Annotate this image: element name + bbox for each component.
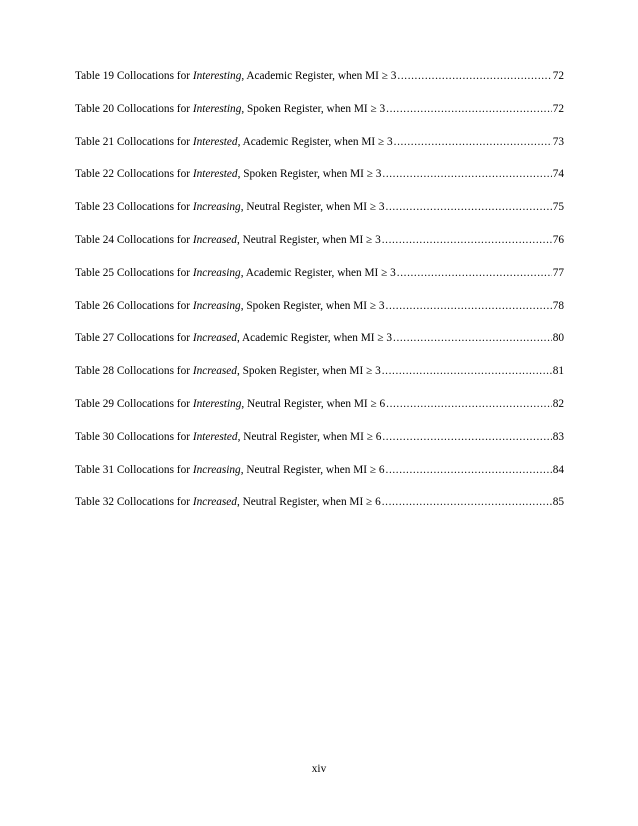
toc-entry-table-23[interactable] [75,200,564,215]
caption-prefix: Table 27 Collocations for [75,332,193,345]
caption-keyword: Interested, [192,135,241,148]
caption-prefix: Table 28 Collocations for [75,365,193,378]
caption-suffix: , Spoken Register, when MI ≥ 3 [236,365,381,378]
toc-entry-title [75,233,381,248]
caption-suffix: , Spoken Register, when MI ≥ 3 [241,102,386,115]
toc-page-number: 78 [552,299,564,312]
caption-keyword: Interesting [192,102,242,115]
caption-prefix: Table 20 Collocations for [75,102,193,115]
toc-entry-table-28[interactable] [75,364,564,379]
caption-keyword: Interesting [192,70,242,82]
toc-page-number: 77 [552,266,564,279]
caption-keyword: Increasing [192,266,241,279]
caption-keyword: Increased [192,496,237,509]
toc-entry-title [75,69,396,84]
caption-suffix: , Neutral Register, when MI ≥ 6 [241,397,386,410]
toc-entry-title [75,135,393,150]
toc-entry-table-25[interactable] [75,266,564,281]
toc-page-number: 84 [552,463,564,476]
toc-entry-title [75,102,385,117]
dot-leader [386,463,552,478]
caption-keyword: Increased [192,332,237,345]
dot-leader [382,430,551,445]
caption-suffix: , Academic Register, when MI ≥ 3 [240,266,396,279]
toc-entry-table-26[interactable] [75,299,564,314]
toc-page-number: 74 [552,168,564,181]
dot-leader [386,200,552,215]
caption-prefix: Table 30 Collocations for [75,430,193,443]
caption-keyword: Increased [192,365,237,378]
toc-page-number: 76 [552,233,564,246]
dot-leader [394,135,552,150]
toc-entry-title [75,495,381,510]
toc-page-number: 72 [552,102,564,115]
toc-entry-table-22[interactable] [75,167,564,182]
caption-prefix: Table 32 Collocations for [75,496,193,509]
toc-page-number: 75 [552,201,564,214]
toc-page-number: 73 [552,135,564,148]
caption-prefix: Table 23 Collocations for [75,201,193,214]
dot-leader [382,233,552,248]
toc-entry-table-27[interactable] [75,331,564,346]
dot-leader [386,299,552,314]
caption-suffix: , Neutral Register, when MI ≥ 3 [240,201,385,214]
caption-prefix: Table 31 Collocations for [75,463,193,476]
caption-prefix: Table 26 Collocations for [75,299,193,312]
dot-leader [382,364,552,379]
toc-entry-table-29[interactable] [75,397,564,412]
caption-prefix: Table 21 Collocations for [75,135,193,148]
toc-entry-table-24[interactable] [75,233,564,248]
toc-entry-title [75,200,385,215]
caption-keyword: Increased [192,233,237,246]
dot-leader [397,266,552,281]
toc-entry-table-31[interactable] [75,463,564,478]
toc-page-number: 85 [552,496,564,509]
dot-leader [397,69,551,84]
caption-keyword: Increasing [192,299,241,312]
caption-suffix: , Neutral Register, when MI ≥ 6 [240,463,385,476]
caption-keyword: Interested [192,168,238,181]
dot-leader [382,495,552,510]
caption-keyword: Interested [192,430,238,443]
caption-prefix: Table 29 Collocations for [75,397,193,410]
caption-prefix: Table 24 Collocations for [75,233,193,246]
caption-prefix: Table 25 Collocations for [75,266,193,279]
caption-keyword: Increasing [192,463,241,476]
page-footer-number: xiv [311,763,327,775]
caption-suffix: , Spoken Register, when MI ≥ 3 [240,299,385,312]
caption-suffix: , Academic Register, when MI ≥ 3 [241,70,397,82]
caption-suffix: , Neutral Register, when MI ≥ 3 [236,233,381,246]
caption-prefix: Table 19 Collocations for [75,70,193,82]
dot-leader [382,167,551,182]
caption-keyword: Increasing [192,201,241,214]
toc-page-number: 83 [552,430,564,443]
caption-suffix: , Neutral Register, when MI ≥ 6 [236,496,381,509]
caption-prefix: Table 22 Collocations for [75,168,193,181]
caption-suffix: Academic Register, when MI ≥ 3 [240,135,393,148]
toc-page-number: 72 [552,70,564,82]
dot-leader [386,102,552,117]
list-of-tables [75,69,564,528]
toc-entry-title [75,430,381,445]
toc-entry-title [75,463,385,478]
toc-page-number: 81 [552,365,564,378]
toc-entry-title [75,397,385,412]
toc-entry-table-32[interactable] [75,495,564,510]
toc-entry-table-30[interactable] [75,430,564,445]
caption-suffix: , Neutral Register, when MI ≥ 6 [237,430,382,443]
toc-entry-table-21[interactable] [75,135,564,150]
toc-entry-title [75,299,385,314]
toc-page-number: 80 [552,332,564,345]
toc-entry-title [75,266,396,281]
toc-entry-title [75,364,381,379]
toc-entry-title [75,331,392,346]
dot-leader [386,397,552,412]
caption-keyword: Interesting [192,397,242,410]
caption-suffix: , Academic Register, when MI ≥ 3 [236,332,393,345]
toc-page-number: 82 [552,397,564,410]
toc-entry-table-19[interactable] [75,69,564,84]
dot-leader [393,331,552,346]
caption-suffix: , Spoken Register, when MI ≥ 3 [237,168,382,181]
toc-entry-table-20[interactable] [75,102,564,117]
toc-entry-title [75,167,381,182]
